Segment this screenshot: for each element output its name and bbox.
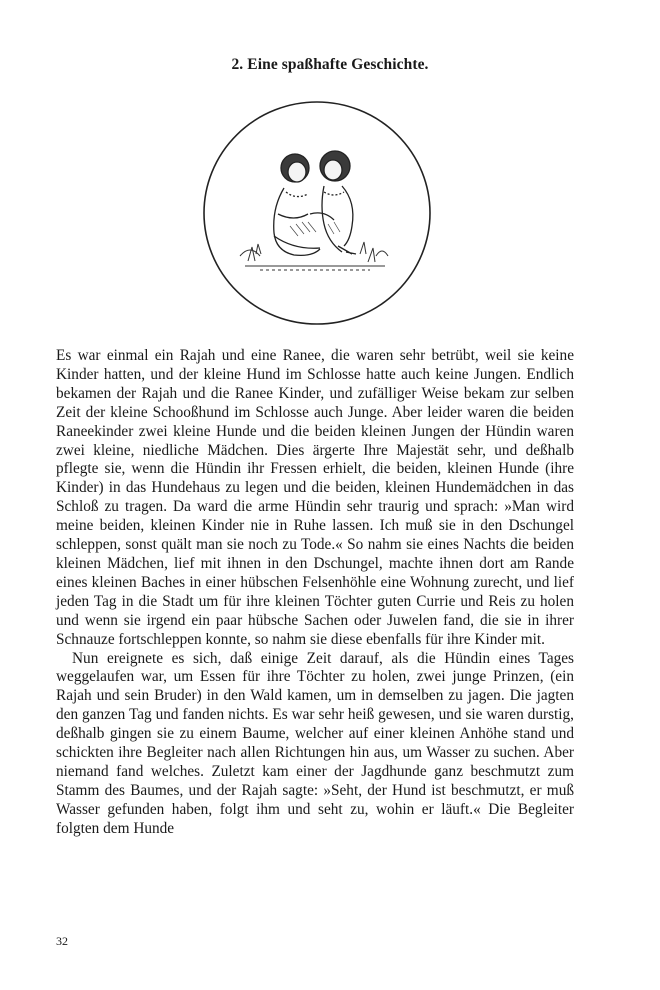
chapter-title: 2. Eine spaßhafte Geschichte. — [231, 56, 429, 73]
paragraph-1: Es war einmal ein Rajah und eine Ranee, die waren sehr betrübt, weil sie keine Kinder hatten, und der kleine Hund im Schlosse hatte auch keine Jungen. Endlich bekamen der Rajah und die Ranee Kinder, und zufälliger Weise bekam zur selben Zeit der kleine Schooßhund im Schlosse auch Junge. Aber leider waren die beiden Raneekinder zwei kleine Hunde und die beiden kleinen Jungen der Hündin waren zwei kleine, niedliche Mädchen. Dies ärgerte Ihre Majestät sehr, und deßhalb pflegte sie, wenn die Hündin ihr Fressen erhielt, die beiden, kleinen Hunde (ihre Kinder) in das Hundehaus zu legen und die beiden, kleinen Hundemädchen in das Schloß zu tragen. Da ward die arme Hündin sehr traurig und sprach: »Man wird meine beiden, kleinen Kinder nie in Ruhe lassen. Ich muß sie in den Dschungel schleppen, sonst quält man sie noch zu Tode.« So nahm sie eines Nachts die beiden kleinen Mädchen, lief mit ihnen in den Dschungel, machte ihnen dort am Rande eines kleinen Baches in einer hübschen Felsenhöhle eine Wohnung zurecht, und lief jeden Tag in die Stadt um für ihre kleinen Töchter guten Currie und Reis zu holen und wenn sie irgend ein paar hübsche Sachen oder Juwelen fand, die sie in ihrer Schnauze fortschleppen konnte, so nahm sie diese ebenfalls für ihre Kinder mit. — [56, 347, 574, 648]
paragraph-2: Nun ereignete es sich, daß einige Zeit darauf, als die Hündin eines Tages weggelaufen war, um Essen für ihre Töchter zu holen, zwei junge Prinzen, (ein Rajah und sein Bruder) in den Wald kamen, um in demselben zu jagen. Die jagten den ganzen Tag und fanden nichts. Es war sehr heiß gewesen, und sie waren durstig, deßhalb gingen sie zu einem Baume, welcher auf einer kleinen Anhöhe stand und schickten ihre Begleiter nach allen Richtungen hin aus, um Wasser zu suchen. Aber niemand fand welches. Zuletzt kam einer der Jagdhunde ganz beschmutzt zum Stamm des Baumes, und der Rajah sagte: »Seht, der Hund ist beschmutzt, er muß Wasser gefunden haben, folgt ihm und seht zu, wohin er läuft.« Die Begleiter folgten dem Hunde — [56, 649, 574, 837]
illustration — [200, 96, 435, 331]
page-number: 32 — [56, 934, 68, 948]
body-text — [56, 347, 574, 839]
two-children-icon — [200, 96, 435, 331]
